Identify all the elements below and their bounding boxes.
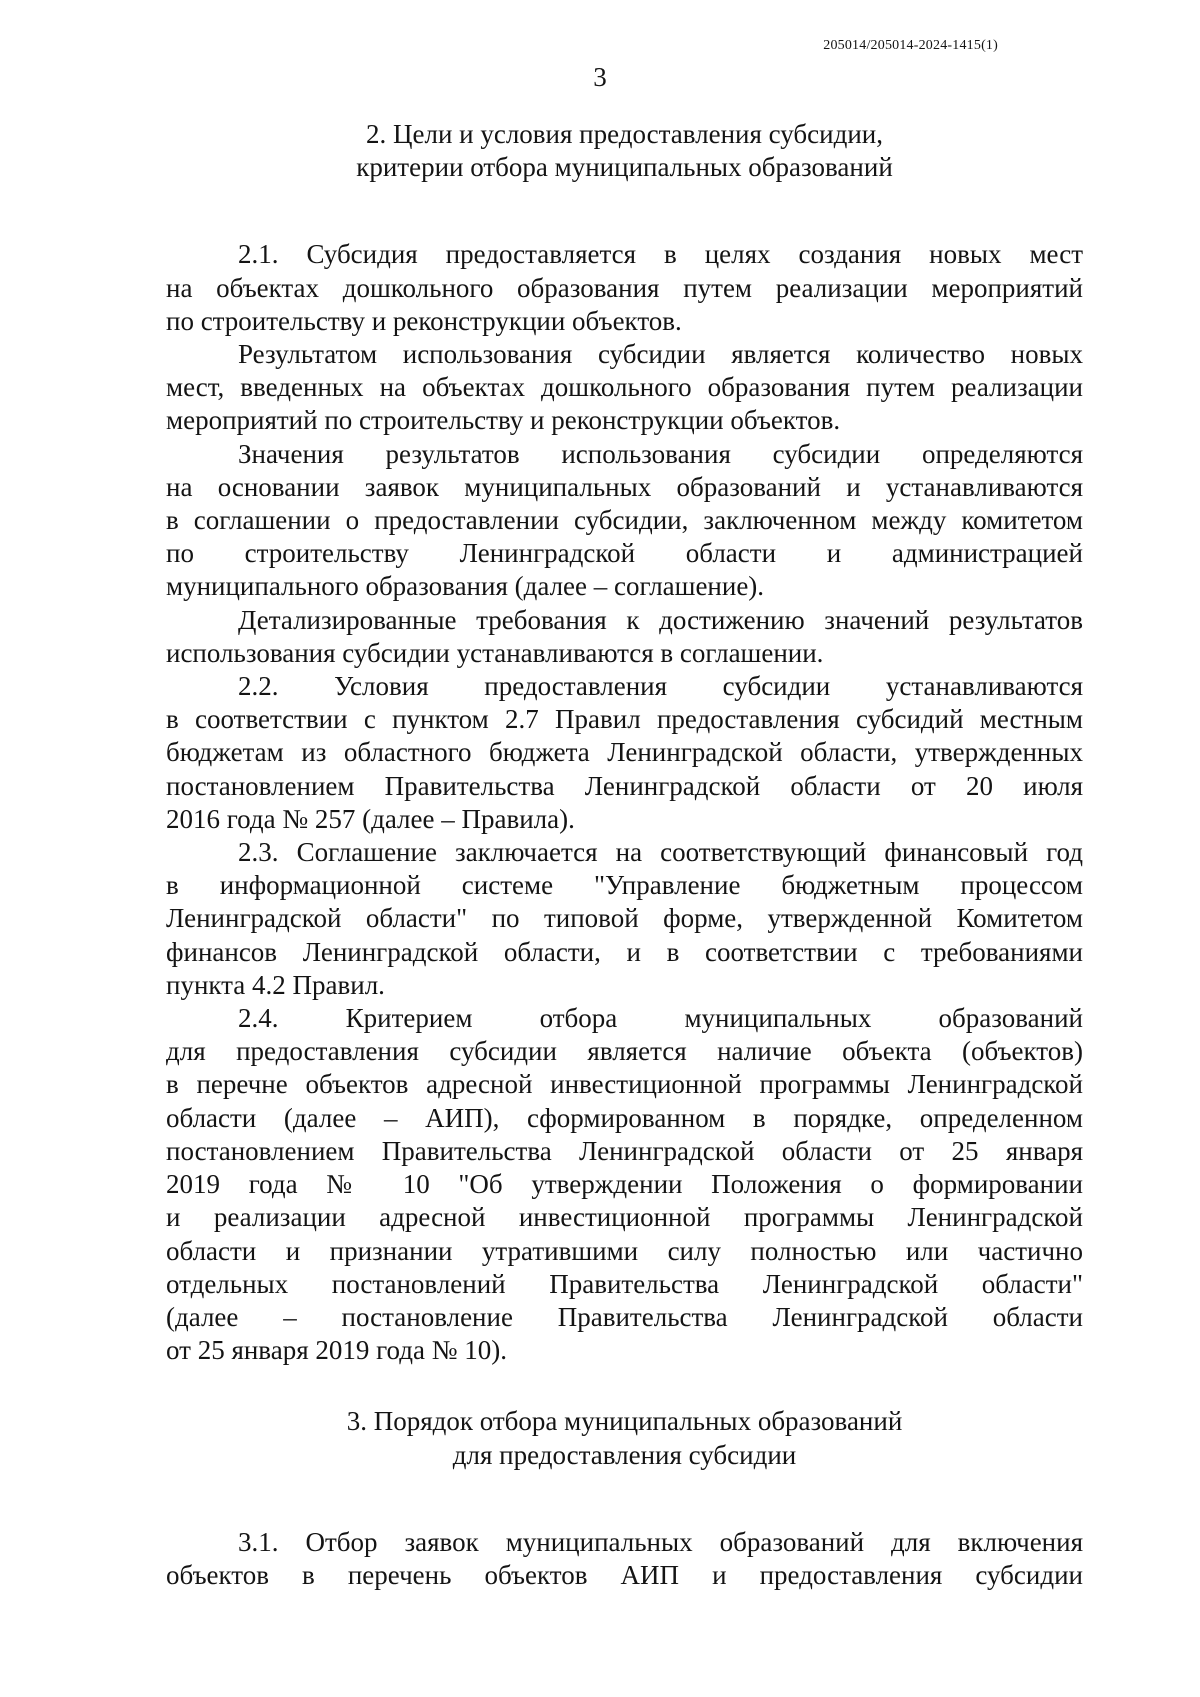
paragraph	[166, 338, 1083, 438]
text-line: в соответствии с пунктом 2.7 Правил предоставления субсидий местным	[166, 704, 1083, 735]
document-body	[166, 118, 1083, 1592]
text-line: по строительству Ленинградской области и администрацией	[166, 538, 1083, 569]
section-2-body	[166, 238, 1083, 1367]
text-line: и реализации адресной инвестиционной программы Ленинградской	[166, 1202, 1083, 1233]
text-line: (далее – постановление Правительства Ленинградской области	[166, 1301, 1083, 1332]
paragraph	[166, 1002, 1083, 1367]
paragraph	[166, 670, 1083, 836]
text-line: бюджетам из областного бюджета Ленинградской области, утвержденных	[166, 737, 1083, 768]
text-line: области (далее – АИП), сформированном в порядке, определенном	[166, 1102, 1083, 1133]
text-line: постановлением Правительства Ленинградской области от 25 января	[166, 1135, 1083, 1166]
page-number: 3	[593, 62, 607, 92]
text-line: отдельных постановлений Правительства Ленинградской области"	[166, 1268, 1083, 1299]
paragraph	[166, 1526, 1083, 1592]
paragraph	[166, 438, 1083, 604]
section-2-heading	[166, 118, 1083, 184]
paragraph	[166, 604, 1083, 670]
text-line: муниципального образования (далее – соглашение).	[166, 571, 765, 602]
paragraph	[166, 238, 1083, 338]
text-line: 3.1. Отбор заявок муниципальных образований для включения	[238, 1526, 1083, 1557]
text-line: 2019 года № 10 "Об утверждении Положения о формировании	[166, 1169, 1083, 1200]
text-line: 2.3. Соглашение заключается на соответствующий финансовый год	[238, 837, 1083, 868]
text-line: мест, введенных на объектах дошкольного образования путем реализации	[166, 372, 1083, 403]
text-line: в соглашении о предоставлении субсидии, заключенном между комитетом	[166, 505, 1083, 536]
text-line: от 25 января 2019 года № 10).	[166, 1335, 507, 1366]
heading-line: для предоставления субсидии	[452, 1439, 797, 1470]
text-line: в перечне объектов адресной инвестиционной программы Ленинградской	[166, 1069, 1083, 1100]
text-line: мероприятий по строительству и реконструкции объектов.	[166, 405, 841, 436]
text-line: пункта 4.2 Правил.	[166, 969, 385, 1000]
text-line: 2016 года № 257 (далее – Правила).	[166, 803, 575, 834]
text-line: в информационной системе "Управление бюджетным процессом	[166, 870, 1083, 901]
text-line: объектов в перечень объектов АИП и предоставления субсидии	[166, 1559, 1083, 1590]
text-line: 2.2. Условия предоставления субсидии устанавливаются	[238, 671, 1083, 702]
text-line: для предоставления субсидии является наличие объекта (объектов)	[166, 1036, 1083, 1067]
heading-line: 3. Порядок отбора муниципальных образований	[346, 1406, 903, 1437]
heading-line: критерии отбора муниципальных образований	[356, 152, 893, 183]
text-line: финансов Ленинградской области, и в соответствии с требованиями	[166, 936, 1083, 967]
text-line: по строительству и реконструкции объектов.	[166, 305, 682, 336]
text-line: на объектах дошкольного образования путем реализации мероприятий	[166, 272, 1083, 303]
text-line: Значения результатов использования субсидии определяются	[238, 438, 1083, 469]
text-line: постановлением Правительства Ленинградской области от 20 июля	[166, 770, 1083, 801]
heading-line: 2. Цели и условия предоставления субсидии,	[365, 119, 883, 149]
section-3-heading	[166, 1405, 1083, 1471]
text-line: Ленинградской области" по типовой форме, утвержденной Комитетом	[166, 903, 1083, 934]
text-line: Детализированные требования к достижению значений результатов	[238, 604, 1083, 635]
text-line: использования субсидии устанавливаются в соглашении.	[166, 637, 824, 668]
section-3-body	[166, 1526, 1083, 1592]
text-line: Результатом использования субсидии является количество новых	[238, 339, 1083, 370]
text-line: области и признании утратившими силу полностью или частично	[166, 1235, 1083, 1266]
text-line: 2.1. Субсидия предоставляется в целях создания новых мест	[238, 239, 1083, 270]
text-line: на основании заявок муниципальных образований и устанавливаются	[166, 471, 1083, 502]
text-line: 2.4. Критерием отбора муниципальных образований	[238, 1003, 1083, 1034]
paragraph	[166, 836, 1083, 1002]
document-id: 205014/205014-2024-1415(1)	[823, 38, 998, 53]
